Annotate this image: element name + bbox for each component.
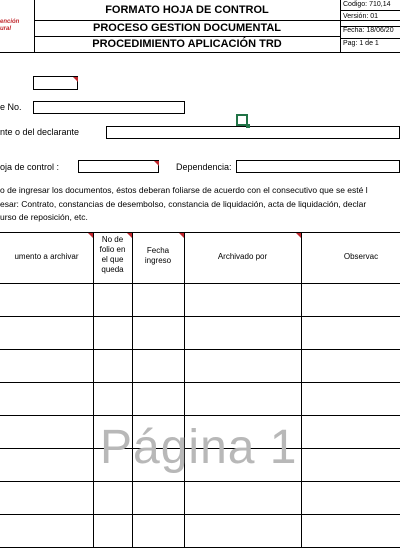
declarante-field[interactable] [106, 126, 400, 139]
comment-marker [73, 77, 78, 82]
col-fecha [132, 246, 184, 266]
comment-marker [179, 233, 184, 238]
col-archivado: Archivado por [217, 252, 268, 261]
field-box-top[interactable] [33, 76, 78, 90]
comment-marker [296, 233, 301, 238]
logo-line-1: ención [0, 19, 20, 25]
col-observaciones: Observac [343, 252, 379, 261]
process-title: PROCESO GESTION DOCUMENTAL [92, 22, 282, 34]
expediente-field[interactable] [33, 101, 185, 114]
col-documento: umento a archivar [14, 252, 79, 261]
expediente-label: e No. [0, 102, 22, 112]
procedure-title: PROCEDIMIENTO APLICACIÓN TRD [92, 38, 282, 50]
instruction-line-3: urso de reposición, etc. [0, 212, 88, 222]
instruction-line-1: o de ingresar los documentos, éstos deberan foliarse de acuerdo con el consecutivo que se esté l [0, 185, 368, 195]
form-title: FORMATO HOJA DE CONTROL [105, 4, 269, 16]
hoja-control-field[interactable] [78, 160, 159, 173]
version-value: Versión: 01 [343, 13, 379, 20]
col-fecha-line-1: Fecha [146, 246, 170, 255]
col-folio-line-3: el que [101, 255, 124, 264]
date-value: Fecha: 18/06/20 [343, 27, 394, 34]
company-logo [0, 19, 19, 33]
col-folio-line-4: queda [101, 265, 124, 274]
code-value: Codigo: 710,14 [343, 1, 391, 8]
dependencia-label: Dependencia: [176, 162, 232, 172]
instruction-line-2: esar: Contrato, constancias de desembolso, constancia de liquidación, acta de liquidación, declar [0, 199, 367, 209]
col-fecha-line-2: ingreso [144, 256, 172, 265]
col-folio-line-2: folio en [99, 245, 126, 254]
page-value: Pag: 1 de 1 [343, 40, 379, 47]
col-folio [93, 235, 132, 275]
logo-line-2: ural [0, 26, 12, 32]
hoja-control-label: oja de control : [0, 162, 60, 172]
col-folio-line-1: No de [101, 235, 124, 244]
comment-marker [154, 161, 159, 166]
declarante-label: nte o del declarante [0, 127, 80, 137]
dependencia-field[interactable] [236, 160, 400, 173]
fill-handle[interactable] [246, 124, 250, 128]
page-watermark: Página 1 [100, 421, 298, 474]
